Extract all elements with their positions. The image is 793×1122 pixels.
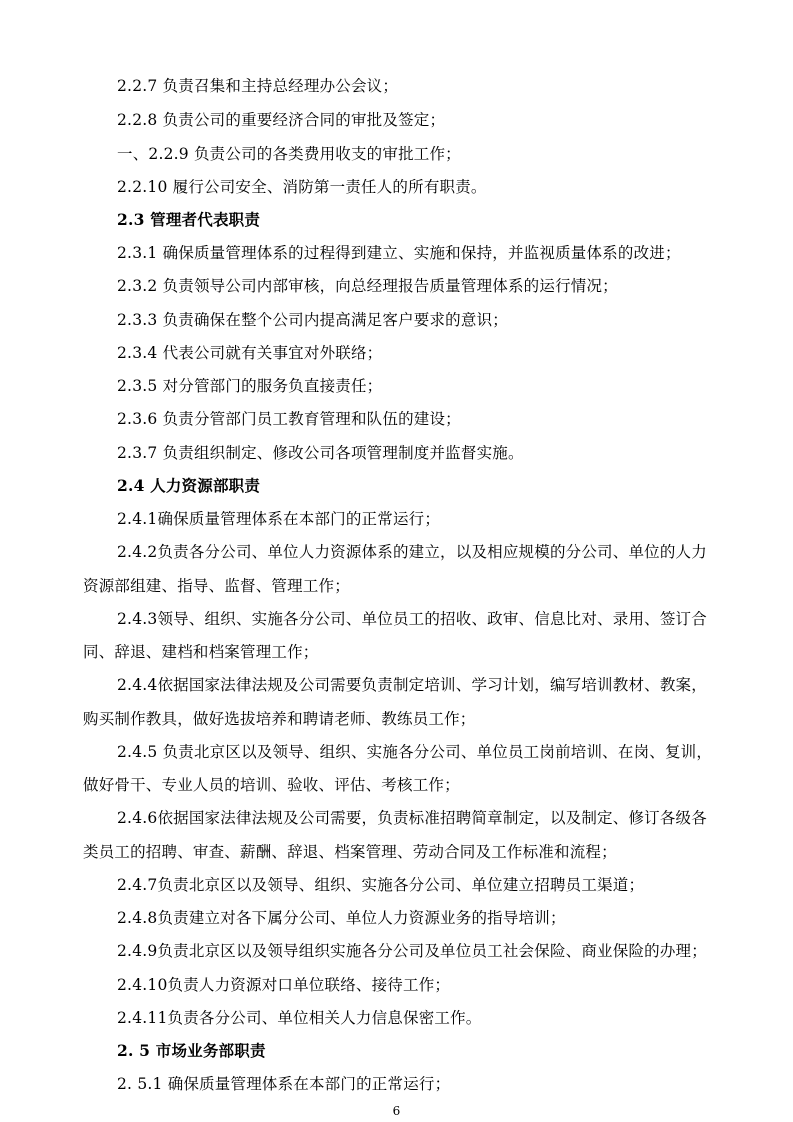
clause-2-4-8: 2.4.8负责建立对各下属分公司、单位人力资源业务的指导培训； xyxy=(117,909,566,927)
clause-2-3-6: 2.3.6 负责分管部门员工教育管理和队伍的建设； xyxy=(117,410,461,428)
clause-2-4-5: 2.4.5 负责北京区以及领导、组织、实施各分公司、单位员工岗前培训、在岗、复训， xyxy=(117,743,713,761)
clause-2-4-7: 2.4.7负责北京区以及领导、组织、实施各分公司、单位建立招聘员工渠道； xyxy=(117,876,645,894)
clause-2-3-2: 2.3.2 负责领导公司内部审核，向总经理报告质量管理体系的运行情况； xyxy=(117,277,618,295)
clause-2-2-7: 2.2.7 负责召集和主持总经理办公会议； xyxy=(117,77,399,95)
section-heading-2-5: 2. 5 市场业务部职责 xyxy=(117,1041,266,1060)
clause-2-4-2-continued: 资源部组建、指导、监督、管理工作； xyxy=(83,577,350,595)
clause-2-3-1: 2.3.1 确保质量管理体系的过程得到建立、实施和保持，并监视质量体系的改进； xyxy=(117,244,681,262)
clause-2-4-4: 2.4.4依据国家法律法规及公司需要负责制定培训、学习计划，编写培训教材、教案， xyxy=(117,676,707,694)
clause-2-4-11: 2.4.11负责各分公司、单位相关人力信息保密工作。 xyxy=(117,1009,482,1027)
clause-2-4-10: 2.4.10负责人力资源对口单位联络、接待工作； xyxy=(117,976,451,994)
section-heading-2-4: 2.4 人力资源部职责 xyxy=(117,476,261,495)
clause-2-4-1: 2.4.1确保质量管理体系在本部门的正常运行； xyxy=(117,510,441,528)
clause-2-2-8: 2.2.8 负责公司的重要经济合同的审批及签定； xyxy=(117,111,446,129)
clause-2-4-5-continued: 做好骨干、专业人员的培训、验收、评估、考核工作； xyxy=(83,776,460,794)
clause-2-4-6: 2.4.6依据国家法律法规及公司需要，负责标准招聘简章制定，以及制定、修订各级各 xyxy=(117,809,707,827)
clause-2-2-9: 一、2.2.9 负责公司的各类费用收支的审批工作； xyxy=(117,145,461,163)
clause-2-3-7: 2.3.7 负责组织制定、修改公司各项管理制度并监督实施。 xyxy=(117,444,524,462)
clause-2-3-4: 2.3.4 代表公司就有关事宜对外联络； xyxy=(117,344,383,362)
section-heading-2-3: 2.3 管理者代表职责 xyxy=(117,210,261,229)
clause-2-4-3: 2.4.3领导、组织、实施各分公司、单位员工的招收、政审、信息比对、录用、签订合 xyxy=(117,610,707,628)
clause-2-2-10: 2.2.10 履行公司安全、消防第一责任人的所有职责。 xyxy=(117,178,487,196)
clause-2-4-4-continued: 购买制作教具，做好选拔培养和聘请老师、教练员工作； xyxy=(83,710,476,728)
clause-2-3-3: 2.3.3 负责确保在整个公司内提高满足客户要求的意识； xyxy=(117,311,508,329)
clause-2-5-1: 2. 5.1 确保质量管理体系在本部门的正常运行； xyxy=(117,1075,451,1093)
clause-2-4-2: 2.4.2负责各分公司、单位人力资源体系的建立，以及相应规模的分公司、单位的人力 xyxy=(117,543,707,561)
page-number: 6 xyxy=(392,1104,401,1118)
clause-2-4-9: 2.4.9负责北京区以及领导组织实施各分公司及单位员工社会保险、商业保险的办理； xyxy=(117,942,707,960)
clause-2-4-3-continued: 同、辞退、建档和档案管理工作； xyxy=(83,643,319,661)
clause-2-3-5: 2.3.5 对分管部门的服务负直接责任； xyxy=(117,377,383,395)
clause-2-4-6-continued: 类员工的招聘、审查、薪酬、辞退、档案管理、劳动合同及工作标准和流程； xyxy=(83,843,617,861)
